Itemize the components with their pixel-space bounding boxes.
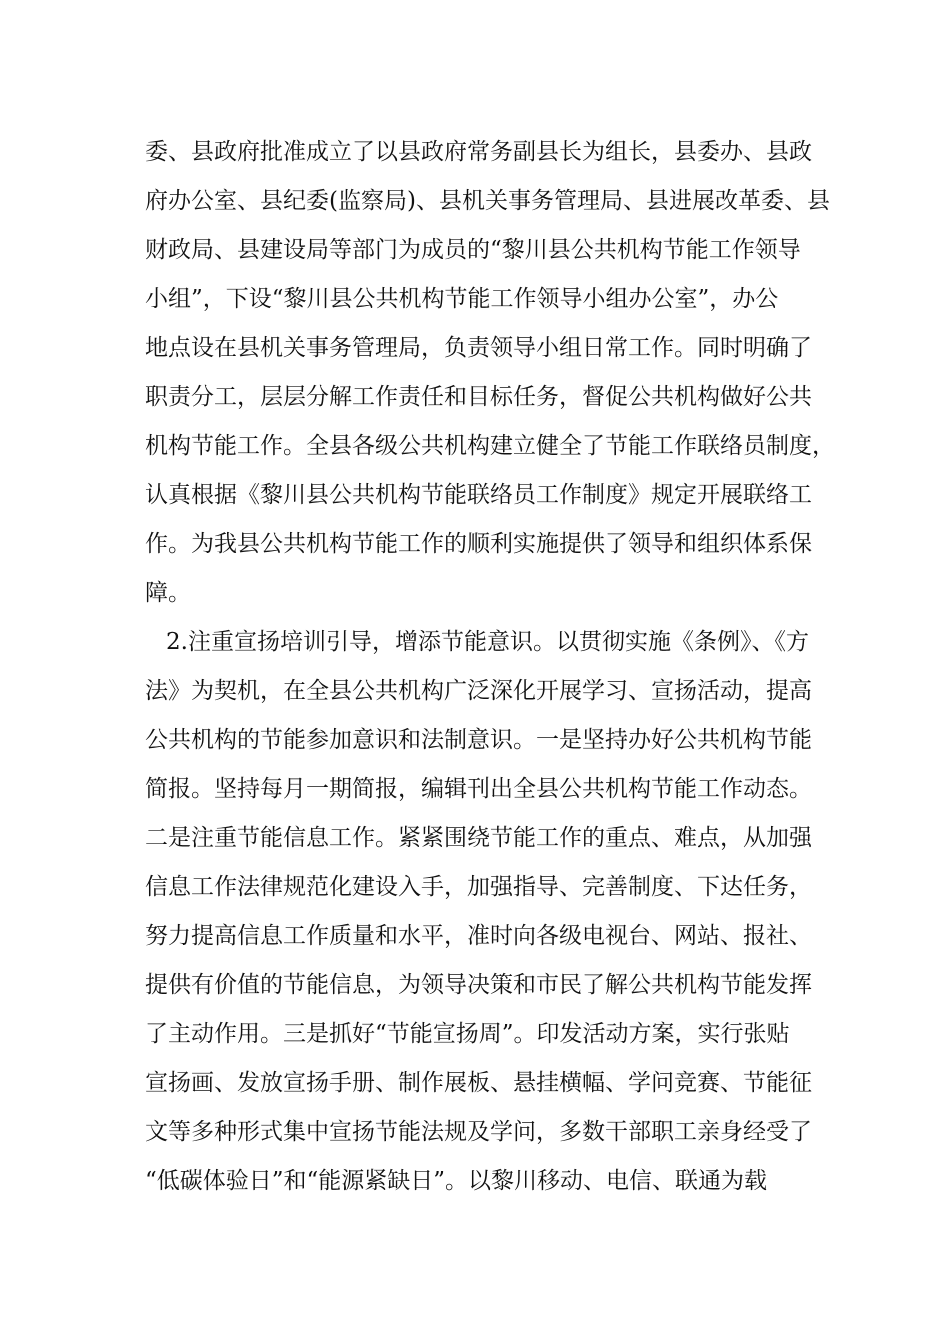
text-line: 认真根据《黎川县公共机构节能联络员工作制度》规定开展联络工: [145, 482, 812, 508]
paragraph-start-line: 2.注重宣扬培训引导，增添节能意识。以贯彻实施《条例》、《方: [166, 629, 809, 655]
text-line: “低碳体验日”和“能源紧缺日”。以黎川移动、电信、联通为载: [145, 1168, 768, 1194]
text-line: 二是注重节能信息工作。紧紧围绕节能工作的重点、难点，从加强: [145, 825, 812, 851]
text-line: 委、县政府批准成立了以县政府常务副县长为组长，县委办、县政: [145, 139, 812, 165]
text-line: 宣扬画、发放宣扬手册、制作展板、悬挂横幅、学问竞赛、节能征: [145, 1070, 812, 1096]
text-line: 地点设在县机关事务管理局，负责领导小组日常工作。同时明确了: [145, 335, 812, 361]
text-line: 努力提高信息工作质量和水平，准时向各级电视台、网站、报社、: [145, 923, 812, 949]
text-line: 作。为我县公共机构节能工作的顺利实施提供了领导和组织体系保: [145, 531, 812, 557]
body-text: [145, 128, 835, 1206]
text-line: 职责分工，层层分解工作责任和目标任务，督促公共机构做好公共: [145, 384, 812, 410]
text-line: 公共机构的节能参加意识和法制意识。一是坚持办好公共机构节能: [145, 727, 812, 753]
text-line: 障。: [145, 580, 191, 606]
text-line: 信息工作法律规范化建设入手，加强指导、完善制度、下达任务，: [145, 874, 812, 900]
text-line: 文等多种形式集中宣扬节能法规及学问，多数干部职工亲身经受了: [145, 1119, 812, 1145]
text-line: 提供有价值的节能信息，为领导决策和市民了解公共机构节能发挥: [145, 972, 812, 998]
text-line: 财政局、县建设局等部门为成员的“黎川县公共机构节能工作领导: [145, 237, 801, 263]
text-line: 小组”，下设“黎川县公共机构节能工作领导小组办公室”，办公: [145, 286, 779, 312]
text-line: 法》为契机，在全县公共机构广泛深化开展学习、宣扬活动，提高: [145, 678, 812, 704]
text-line: 机构节能工作。全县各级公共机构建立健全了节能工作联络员制度，: [145, 433, 835, 459]
text-line: 了主动作用。三是抓好“节能宣扬周”。印发活动方案，实行张贴: [145, 1021, 790, 1047]
text-line: 简报。坚持每月一期简报，编辑刊出全县公共机构节能工作动态。: [145, 776, 812, 802]
text-line: 府办公室、县纪委(监察局)、县机关事务管理局、县进展改革委、县: [145, 188, 830, 214]
